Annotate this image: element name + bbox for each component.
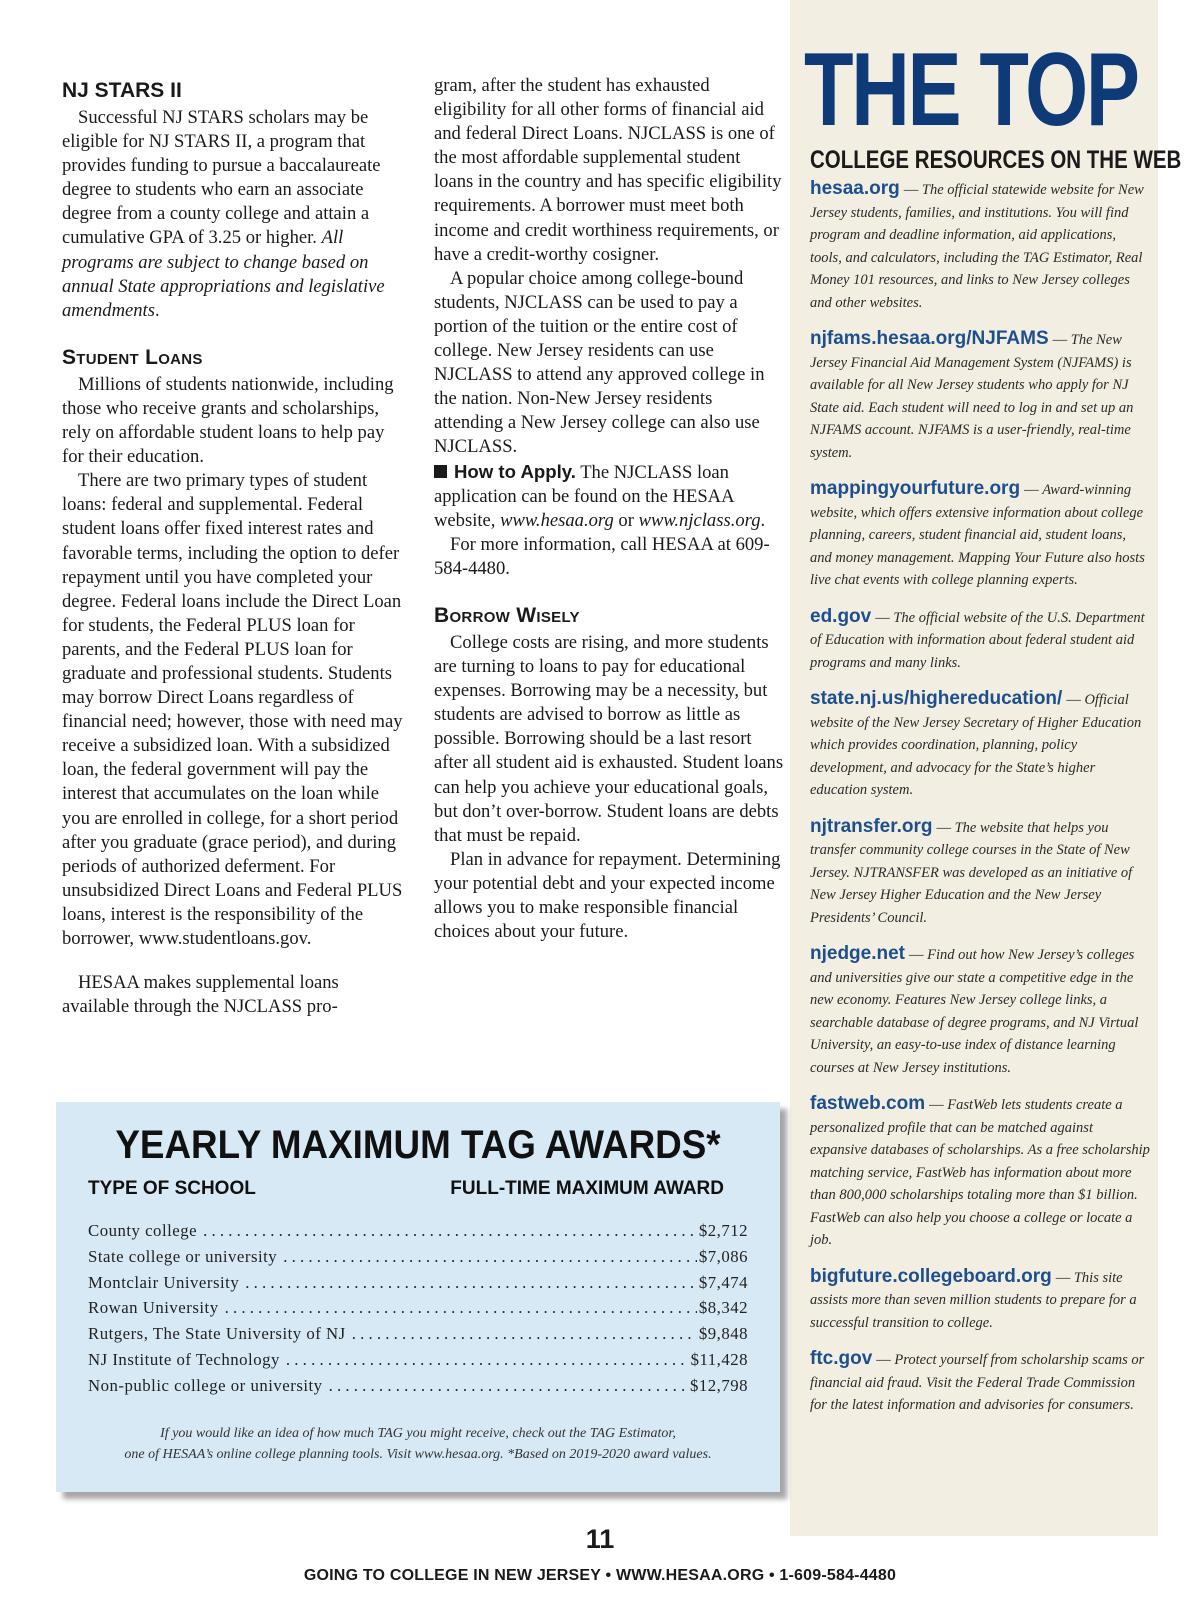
sidebar-title: THE TOP [804, 32, 1138, 148]
borrow-wisely-heading: Borrow Wisely [434, 603, 580, 627]
njclass-paragraph-1: gram, after the student has exhausted eligibility for all other forms of financial aid and federal Direct Loans. NJCLASS is one of the most affordable supplemental student loans in the country and has specific eligibility requirements. A borrower must meet both income and credit worthiness requirements, or have a credit-worthy cosigner. [434, 75, 782, 265]
resource-dash: — [876, 1352, 895, 1368]
resource-description: Find out how New Jersey’s colleges and universities give our state a competitive edge in the new economy. Features New Jersey college links, a searchable database of degree programs, and NJ Virtual University, an easy-to-use index of distance learning courses at New Jersey institutions. [810, 947, 1139, 1076]
resource-link[interactable]: fastweb.com [810, 1093, 926, 1114]
sidebar-subtitle: COLLEGE RESOURCES ON THE WEB [810, 146, 1182, 174]
resource-description: The official statewide website for New Jersey students, families, and institutions. You will find program and deadline information, aid applications, tools, and calculators, including the TAG Estimator, Real Money 101 resources, and links to New Jersey colleges and other websites. [810, 182, 1144, 311]
max-award: $2,712 [698, 1221, 748, 1240]
resource-item [810, 478, 1150, 592]
student-loans-paragraph-1: Millions of students nationwide, including those who receive grants and scholarships, rely on affordable student loans to help pay for their education. [62, 373, 394, 468]
tag-note-line-1: If you would like an idea of how much TAG you might receive, check out the TAG Estimator, [160, 1425, 676, 1441]
max-award: $11,428 [690, 1349, 748, 1369]
how-to-apply-text: The NJCLASS loan application can be found on the HESAA website, [434, 461, 734, 531]
resource-dash: — [909, 947, 928, 963]
resources-sidebar [790, 0, 1182, 1536]
resource-list [810, 178, 1150, 1417]
resource-dash: — [936, 819, 955, 836]
full-time-award-header: FULL-TIME MAXIMUM AWARD [450, 1178, 724, 1199]
max-award: $9,848 [698, 1324, 748, 1344]
resource-description: Protect yourself from scholarship scams or financial aid fraud. Visit the Federal Trade Commission for the latest information and advisories for consumers. [810, 1352, 1145, 1413]
student-loans-paragraph-3: HESAA makes supplemental loans available through the NJCLASS pro- [62, 972, 339, 1018]
tag-table-rows [88, 1218, 748, 1399]
borrow-paragraph-2: Plan in advance for repayment. Determining your potential debt and your expected income allows you to make responsible financial choices about your future. [434, 848, 781, 943]
resource-dash: — [1052, 332, 1071, 348]
resource-item [810, 606, 1150, 675]
resource-link[interactable]: njfams.hesaa.org/NJFAMS [810, 328, 1049, 349]
page-number: 11 [585, 1524, 615, 1554]
resource-link[interactable]: ftc.gov [810, 1348, 873, 1369]
resource-item [810, 688, 1150, 802]
page-footer: GOING TO COLLEGE IN NEW JERSEY • WWW.HESAA.ORG • 1-609-584-4480 [303, 1567, 897, 1584]
resource-link[interactable]: mappingyourfuture.org [810, 478, 1021, 499]
how-to-apply-or: or [618, 509, 634, 531]
borrow-paragraph-1: College costs are rising, and more students are turning to loans to pay for educational expenses. Borrowing may be a necessity, but students are advised to borrow as little as possible. Borrowing should be a last resort after all student aid is exhausted. Student loans can help you achieve your educational goals, but don’t over-borrow. Student loans are debts that must be repaid. [434, 631, 784, 846]
tag-table-row [88, 1321, 748, 1347]
article-column-2 [434, 74, 784, 944]
school-type: County college [88, 1221, 198, 1240]
dot-leader [203, 1218, 697, 1244]
resource-description: Award-winning website, which offers extensive information about college planning, careers, student financial aid, student loans, and money management. Mapping Your Future also hosts live chat events with college planning experts. [810, 482, 1145, 588]
dot-leader [245, 1270, 697, 1296]
school-type: State college or university [88, 1246, 278, 1266]
tag-note-line-2: one of HESAA’s online college planning tools. Visit www.hesaa.org. *Based on 2019-2020 award values. [124, 1446, 712, 1462]
dot-leader [352, 1321, 697, 1347]
resource-link[interactable]: ed.gov [810, 605, 872, 627]
resource-dash: — [1024, 482, 1043, 498]
resource-description: The website that helps you transfer community college courses in the State of New Jersey. NJTRANSFER was developed as an initiative of New Jersey Higher Education and the New Jersey Presidents’ Council. [810, 819, 1133, 926]
resource-description: FastWeb lets students create a personalized profile that can be matched against expansive databases of scholarships. As a free scholarship matching service, FastWeb has information about more than 800,000 scholarships totaling more than $1 billion. FastWeb can also help you choose a college or locate a job. [810, 1097, 1150, 1248]
article-column-1 [62, 78, 408, 1019]
resource-item [810, 1093, 1150, 1252]
dot-leader [329, 1373, 688, 1399]
resource-link[interactable]: njtransfer.org [810, 815, 933, 837]
njclass-url[interactable]: www.njclass.org [638, 509, 761, 531]
tag-awards-title: YEARLY MAXIMUM TAG AWARDS* [115, 1123, 721, 1167]
max-award: $7,086 [698, 1246, 748, 1266]
tag-table-row [88, 1373, 748, 1399]
max-award: $12,798 [689, 1375, 748, 1395]
school-type: NJ Institute of Technology [88, 1349, 280, 1369]
tag-table-row [88, 1218, 748, 1244]
resource-dash: — [1066, 692, 1085, 708]
resource-dash: — [1055, 1269, 1074, 1286]
resource-dash: — [929, 1097, 948, 1113]
resource-dash: — [903, 182, 922, 198]
tag-table-row [88, 1295, 748, 1321]
dot-leader [225, 1295, 697, 1321]
resource-link[interactable]: state.nj.us/highereducation/ [810, 688, 1063, 709]
resource-description: Official website of the New Jersey Secretary of Higher Education which provides coordination, planning, policy development, and advocacy for the State’s higher education system. [810, 692, 1142, 798]
dot-leader [283, 1244, 697, 1270]
tag-table-row [88, 1244, 748, 1270]
tag-table-row [88, 1347, 748, 1373]
tag-note [88, 1423, 748, 1465]
square-bullet-icon [434, 465, 447, 478]
resource-link[interactable]: hesaa.org [810, 178, 900, 199]
resource-link[interactable]: njedge.net [810, 943, 906, 964]
school-type: Non-public college or university [88, 1375, 323, 1395]
tag-awards-box [56, 1102, 780, 1492]
resource-link[interactable]: bigfuture.collegeboard.org [810, 1265, 1052, 1287]
school-type: Rutgers, The State University of NJ [88, 1324, 346, 1344]
nj-stars-paragraph: Successful NJ STARS scholars may be eligible for NJ STARS II, a program that provides funding to pursue a baccalaureate degree to students who earn an associate degree from a county college and attain a cumulative GPA of 3.25 or higher. All programs are subject to change based on annual State appropriations and legislative amendments. [62, 107, 385, 321]
student-loans-paragraph-2: There are two primary types of student loans: federal and supplemental. Federal student loans offer fixed interest rates and favorable terms, including the option to defer repayment until you have completed your degree. Federal loans include the Direct Loan for students, the Federal PLUS loan for parents, and the Federal PLUS loan for graduate and professional students. Students may borrow Direct Loans regardless of financial need; however, those with need may receive a subsidized loan. With a subsidized loan, the federal government will pay the interest that accumulates on the loan while you are enrolled in college, for a short period after you graduate (grace period), and during periods of authorized deferment. For unsubsidized Direct Loans and Federal PLUS loans, interest is the responsibility of the borrower, www.studentloans.gov. [62, 470, 403, 949]
hesaa-url[interactable]: www.hesaa.org [500, 509, 614, 531]
nj-stars-body: Successful NJ STARS scholars may be eligible for NJ STARS II, a program that provides funding to pursue a baccalaureate degree to students who earn an associate degree from a county college and attain a cumulative GPA of 3.25 or higher. [62, 107, 381, 249]
resource-description: The New Jersey Financial Aid Management System (NJFAMS) is available for all New Jersey students who apply for NJ State aid. Each student will need to log in and set up an NJFAMS account. NJFAMS is a user-friendly, real-time system. [810, 332, 1134, 461]
tag-table-row [88, 1270, 748, 1296]
school-type: Rowan University [88, 1298, 219, 1318]
resource-item [810, 178, 1150, 314]
nj-stars-heading: NJ STARS II [62, 79, 182, 102]
how-to-apply-paragraph: How to Apply. The NJCLASS loan application can be found on the HESAA website, www.hesaa.org or www.njclass.org. [434, 460, 766, 531]
how-to-apply-label: How to Apply. [454, 460, 576, 482]
max-award: $7,474 [698, 1272, 748, 1292]
resource-item [810, 1266, 1150, 1335]
resource-item [810, 816, 1150, 930]
school-type: Montclair University [88, 1272, 240, 1292]
max-award: $8,342 [698, 1298, 748, 1318]
resource-description: The official website of the U.S. Department of Education with information about federal student aid programs and many links. [810, 609, 1145, 671]
dot-leader [286, 1347, 689, 1373]
resource-item [810, 943, 1150, 1079]
resource-description: This site assists more than seven million students to prepare for a successful transition to college. [810, 1269, 1137, 1331]
resource-item [810, 1348, 1150, 1417]
resource-dash: — [875, 609, 894, 626]
tag-table-header [88, 1178, 748, 1208]
more-info-paragraph: For more information, call HESAA at 609-584-4480. [434, 533, 770, 579]
resource-item [810, 328, 1150, 464]
student-loans-heading: Student Loans [62, 345, 203, 369]
nj-stars-italic-note: All programs are subject to change based on annual State appropriations and legislative amendments [62, 227, 385, 321]
njclass-paragraph-2: A popular choice among college-bound students, NJCLASS can be used to pay a portion of the tuition or the entire cost of college. New Jersey residents can use NJCLASS to attend any approved college in the nation. Non-New Jersey residents attending a New Jersey college can also use NJCLASS. [434, 267, 765, 458]
type-of-school-header: TYPE OF SCHOOL [88, 1178, 256, 1199]
